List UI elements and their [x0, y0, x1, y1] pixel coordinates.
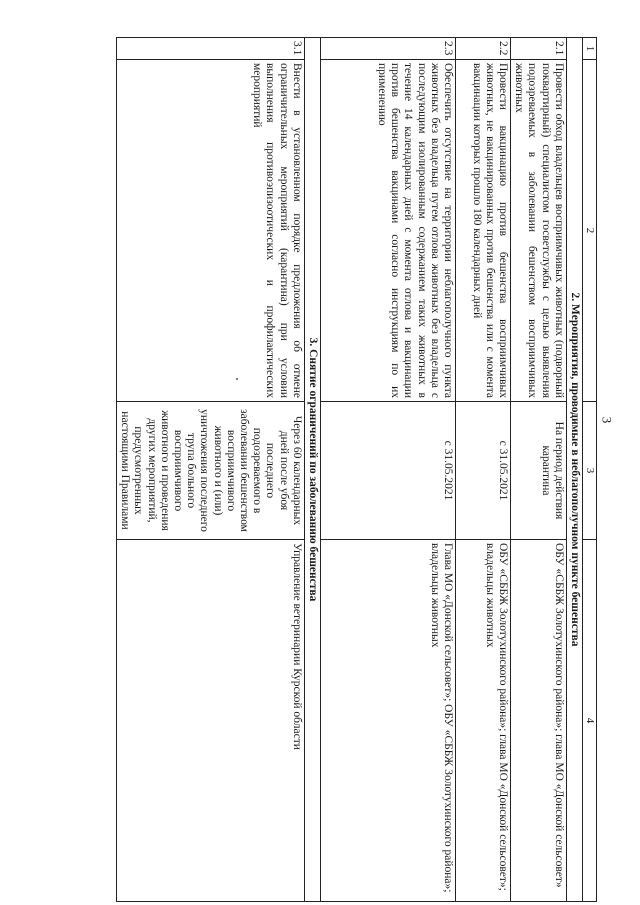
row-number: 2.3 [320, 38, 455, 60]
section-3-title: 3. Снятие ограничений по заболеванию бешенства [304, 38, 320, 902]
scan-speck [236, 378, 238, 380]
section-3-row [304, 38, 320, 902]
measure-text: Провести обход владельцев восприимчивых животных (подворный поквартирный) специалистом госветслужбы с целью выявления подозреваемых в заболевании бешенством восприимчивых животных [510, 60, 566, 402]
header-col-2: 2 [583, 60, 597, 402]
measure-responsible: Глава МО «Донской сельсовет»; ОБУ «СББЖ Золотухинского района»; владельцы животных [320, 540, 455, 902]
table-row [116, 38, 304, 902]
row-number: 3.1 [116, 38, 304, 60]
header-col-1: 1 [583, 38, 597, 60]
header-col-4: 4 [583, 540, 597, 902]
measure-responsible: ОБУ «СББЖ Золотухинского района»; глава МО «Донской сельсовет» [510, 540, 566, 902]
table-row [510, 38, 566, 902]
header-row [583, 38, 597, 902]
measure-text: Обеспечить отсутствие на территории неблагополучного пункта животных без владельца путем отлова животных без владельца с последующим изолированным содержанием таких животных в течение 14 календарных дней с момента отлова и вакцинации против бешенства вакцинами согласно инструкциям по их применению [320, 60, 455, 402]
section-2-row [566, 38, 582, 902]
measure-responsible: Управление ветеринарии Курской области [116, 540, 304, 902]
row-number: 2.2 [455, 38, 510, 60]
measure-text: Провести вакцинацию против бешенства восприимчивых животных, не вакцинированных против бешенства или с момента вакцинации которых прошло 180 календарных дней [455, 60, 510, 402]
measure-term: На период действия карантина [510, 402, 566, 540]
measure-term: с 31.05.2021 [320, 402, 455, 540]
section-2-title: 2. Мероприятия, проводимые в неблагополучном пункте бешенства [566, 38, 582, 902]
measure-term: с 31.05.2021 [455, 402, 510, 540]
measure-term: Через 60 календарных дней после убоя последнего подозреваемого в заболевании бешенством восприимчивого животного и (или) уничтожения последнего трупа больного восприимчивого животного и проведения других мероприятий, предусмотренных настоящими Правилами [116, 402, 304, 540]
table-row [455, 38, 510, 902]
header-col-3: 3 [583, 402, 597, 540]
row-number: 2.1 [510, 38, 566, 60]
measure-responsible: ОБУ «СББЖ Золотухинского района»; глава МО «Донской сельсовет»; владельцы животных [455, 540, 510, 902]
measure-text: Внести в установленном порядке предложения об отмене ограничительных мероприятий (карантина) при условии выполнения противоэпизоотических и профилактических мероприятий [116, 60, 304, 402]
rotated-document [77, 37, 597, 901]
page-number: 3 [599, 416, 615, 424]
measures-table [116, 37, 597, 902]
table-row [320, 38, 455, 902]
